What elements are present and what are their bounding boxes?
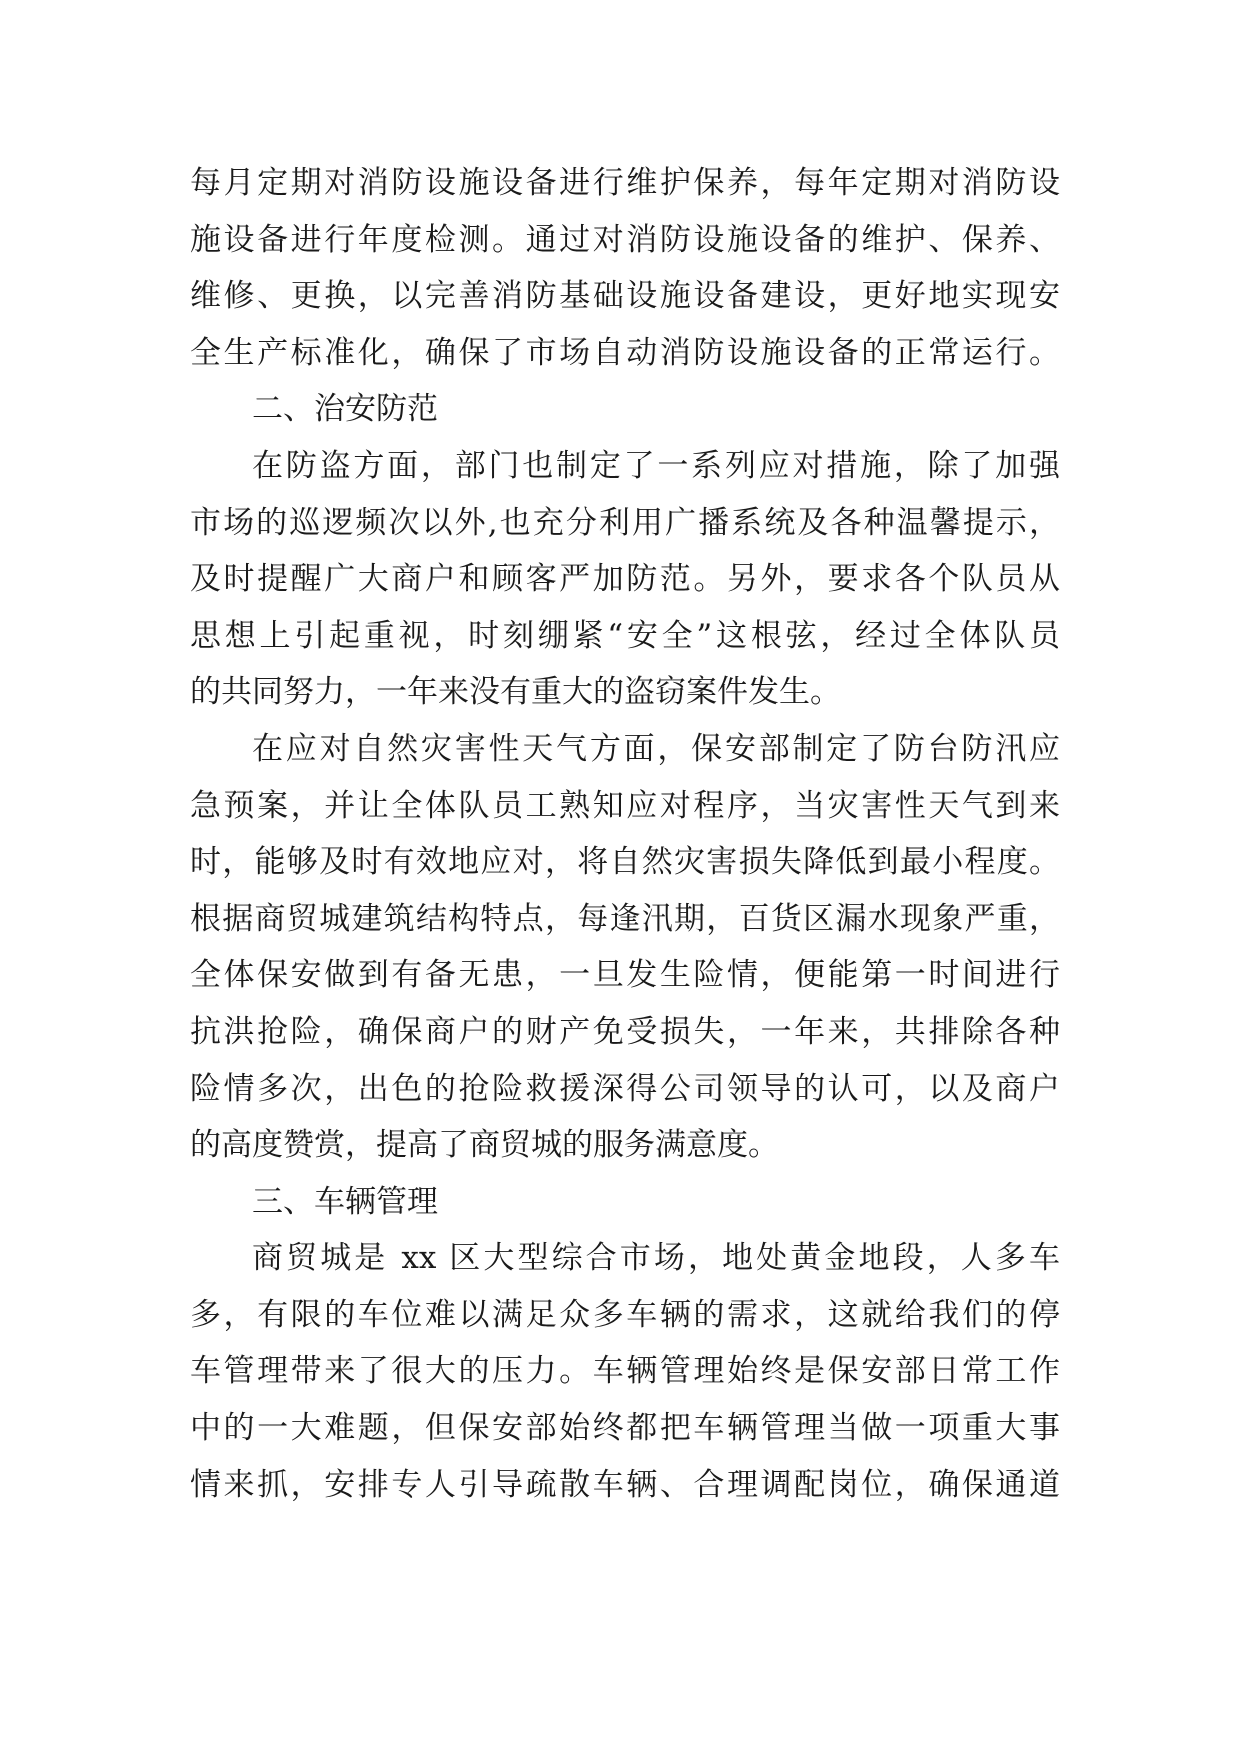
text-line: 及时提醒广大商户和顾客严加防范。另外，要求各个队员从 — [190, 561, 1060, 598]
text-line: 时，能够及时有效地应对，将自然灾害损失降低到最小程度。 — [190, 844, 1060, 881]
text-line: 抗洪抢险，确保商户的财产免受损失，一年来，共排除各种 — [190, 1013, 1060, 1050]
text-line: 全体保安做到有备无患，一旦发生险情，便能第一时间进行 — [190, 957, 1060, 994]
text-line: 市场的巡逻频次以外,也充分利用广播系统及各种温馨提示， — [190, 504, 1060, 541]
section-heading-security: 二、治安防范 — [252, 391, 438, 428]
text-line: 险情多次，出色的抢险救援深得公司领导的认可，以及商户 — [190, 1070, 1060, 1107]
text-line: 根据商贸城建筑结构特点，每逢汛期，百货区漏水现象严重， — [190, 900, 1060, 937]
text-line: 车管理带来了很大的压力。车辆管理始终是保安部日常工作 — [190, 1353, 1060, 1390]
text-line: 的共同努力，一年来没有重大的盗窃案件发生。 — [190, 674, 841, 711]
text-line: 在防盗方面，部门也制定了一系列应对措施，除了加强 — [252, 447, 1060, 484]
text-line: 在应对自然灾害性天气方面，保安部制定了防台防汛应 — [252, 730, 1060, 767]
text-line: 多，有限的车位难以满足众多车辆的需求，这就给我们的停 — [190, 1296, 1060, 1333]
section-heading-vehicles: 三、车辆管理 — [252, 1183, 438, 1220]
text-line: 每月定期对消防设施设备进行维护保养，每年定期对消防设 — [190, 165, 1060, 201]
text-line: 中的一大难题，但保安部始终都把车辆管理当做一项重大事 — [190, 1410, 1060, 1447]
text-line: 思想上引起重视，时刻绷紧“安全”这根弦，经过全体队员 — [190, 617, 1060, 654]
text-line: 的高度赞赏，提高了商贸城的服务满意度。 — [190, 1127, 779, 1164]
text-line: 施设备进行年度检测。通过对消防设施设备的维护、保养、 — [190, 221, 1060, 258]
text-line: 全生产标准化，确保了市场自动消防设施设备的正常运行。 — [190, 334, 1060, 371]
text-line: 急预案，并让全体队员工熟知应对程序，当灾害性天气到来 — [190, 787, 1060, 824]
text-line: 情来抓，安排专人引导疏散车辆、合理调配岗位，确保通道 — [190, 1466, 1060, 1503]
document-body — [190, 155, 1060, 1513]
text-line: 商贸城是 xx 区大型综合市场，地处黄金地段，人多车 — [252, 1240, 1060, 1277]
text-line: 维修、更换，以完善消防基础设施设备建设，更好地实现安 — [190, 278, 1060, 315]
